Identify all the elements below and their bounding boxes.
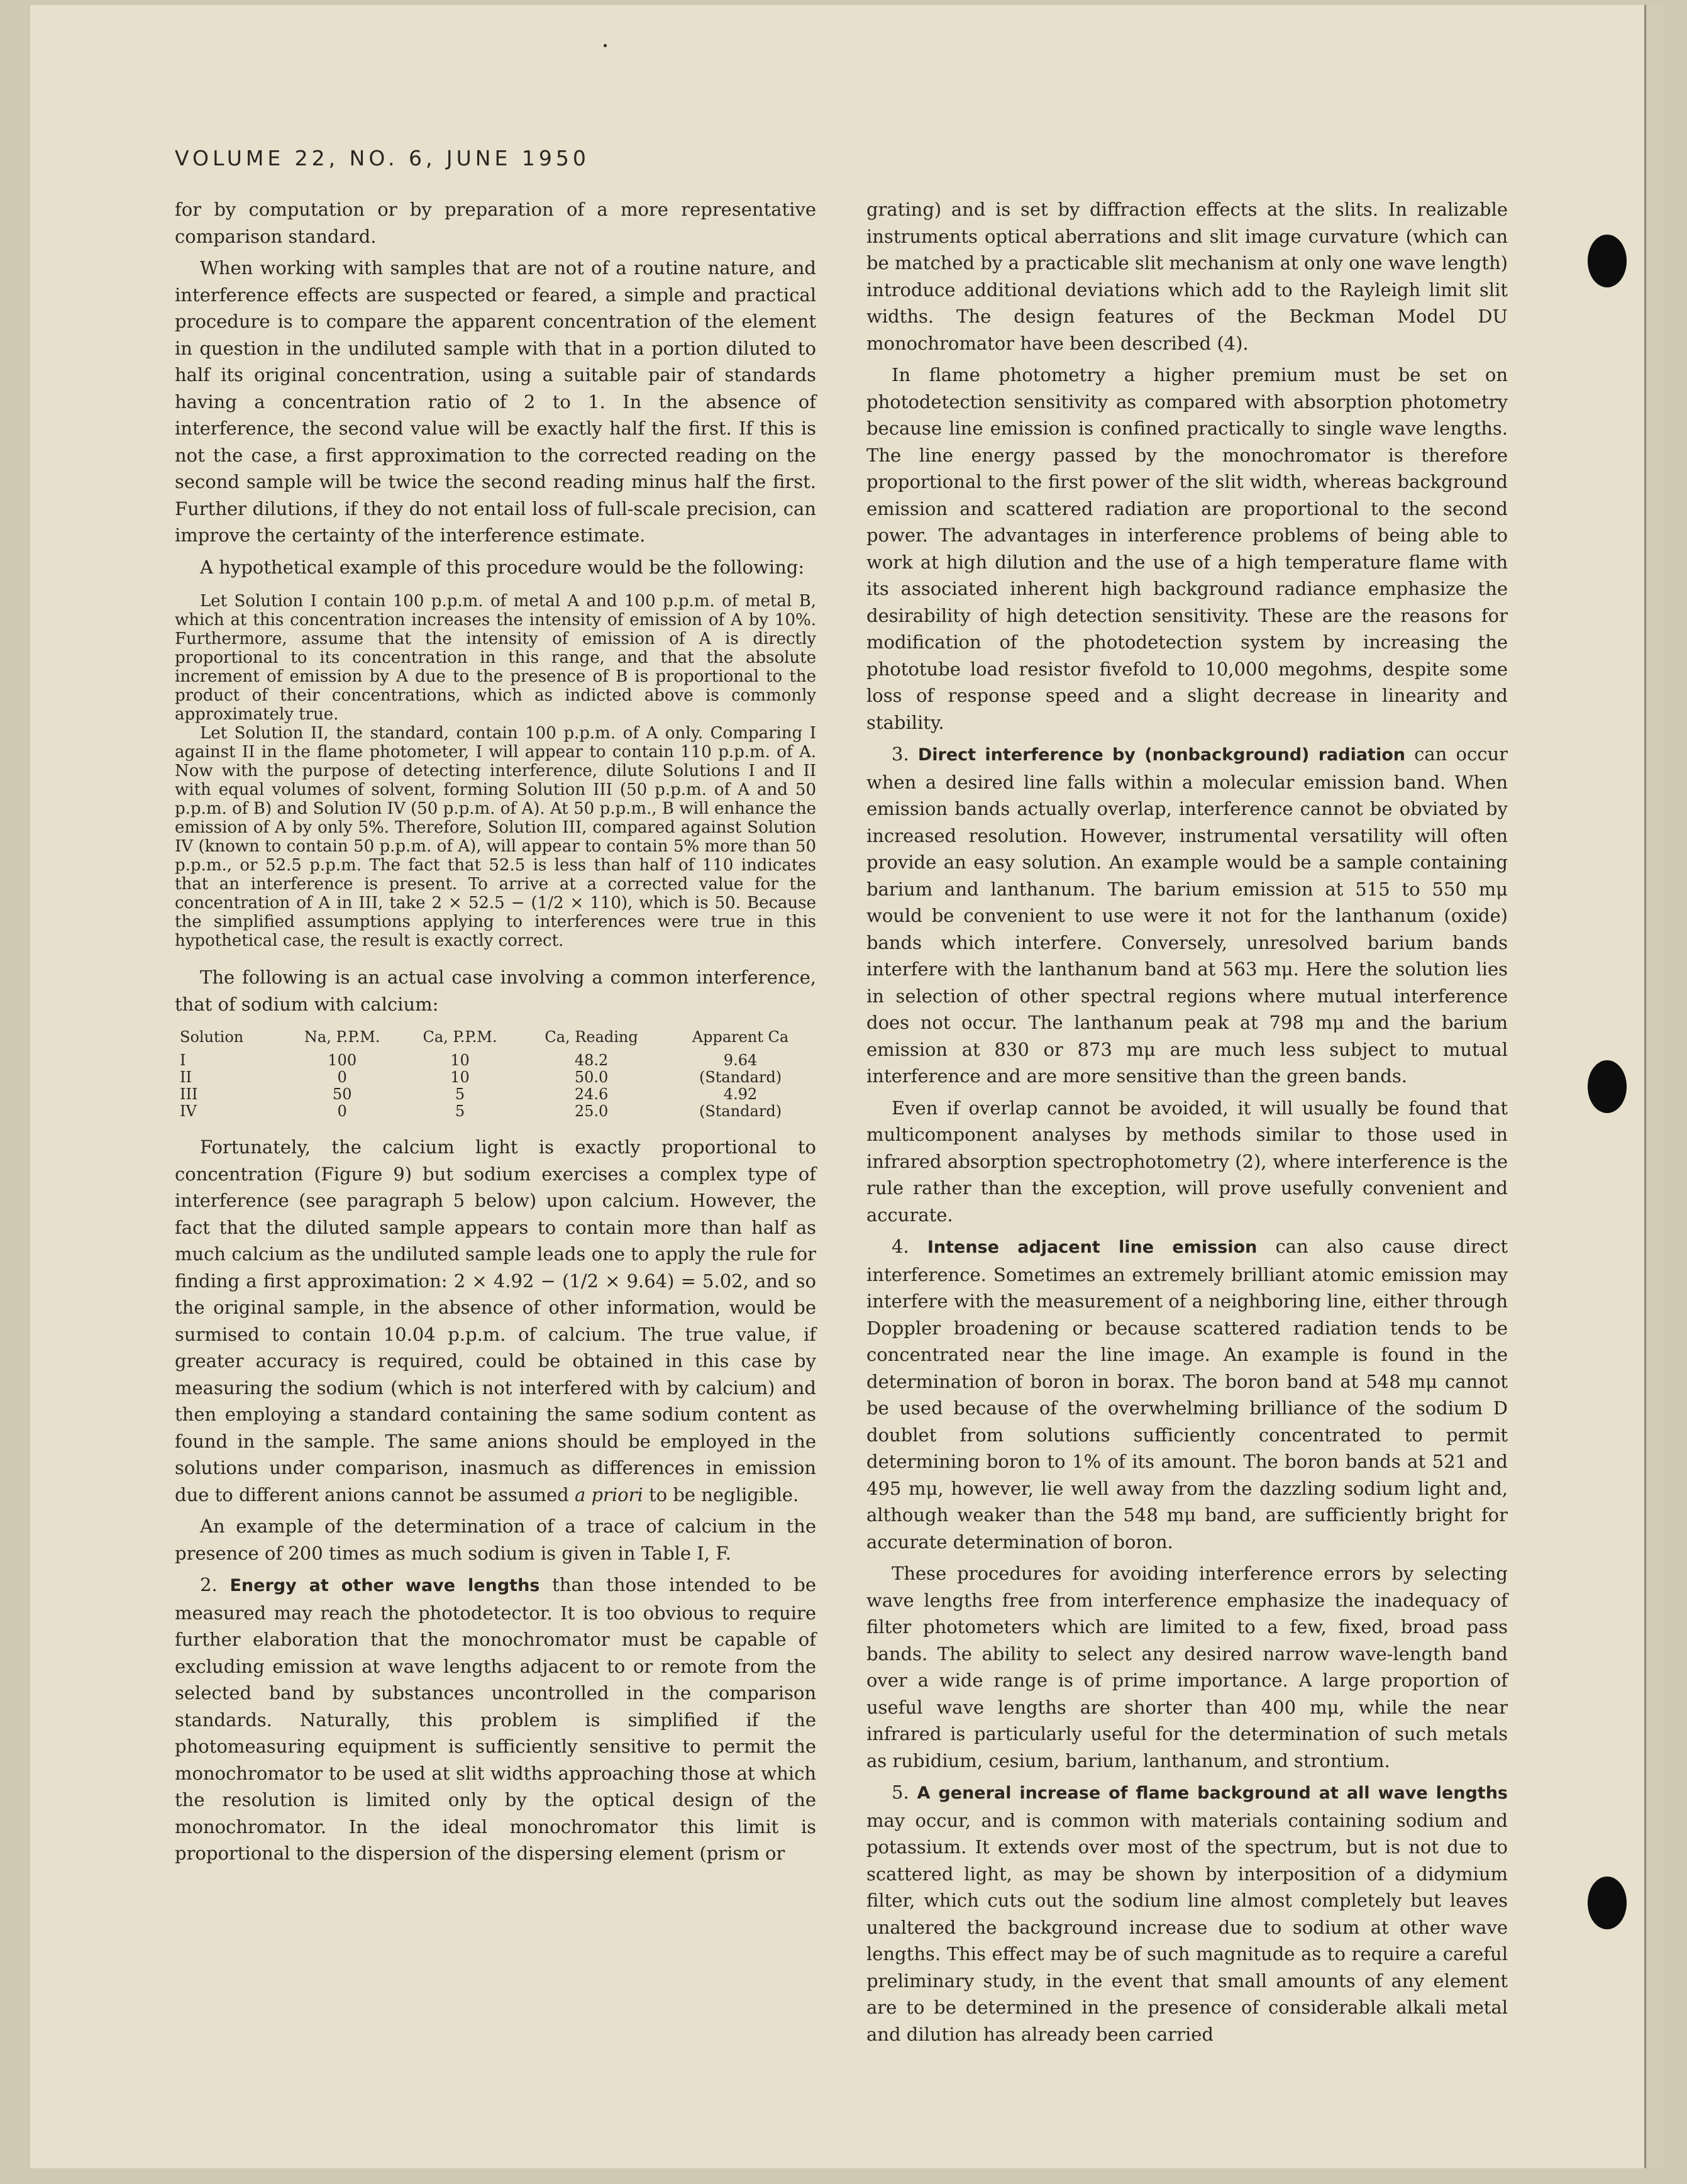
table-cell: I <box>180 1051 186 1069</box>
table-cell: (Standard) <box>699 1102 782 1120</box>
paragraph: When working with samples that are not of a routine nature, and interference effects are suspected or feared, a simple and practical procedure is to compare the apparent concentration of the element in question in the undiluted sample with that in a portion diluted to half its original concentration, using a suitable pair of standards having a concentration ratio of 2 to 1. In the absence of interference, the second value will be exactly half the first. If this is not the case, a first approximation to the corrected reading on the second sample will be twice the second reading minus half the first. Further dilutions, if they do not entail loss of full-scale precision, can improve the certainty of the interference estimate. <box>175 257 816 546</box>
table-cell: IV <box>180 1102 197 1120</box>
paragraph <box>866 1233 1508 1555</box>
table-cell: (Standard) <box>699 1068 782 1086</box>
item-heading: Direct interference by (nonbackground) radiation <box>917 745 1405 765</box>
paragraph-text: to be negligible. <box>643 1483 799 1505</box>
item-number: 4. <box>892 1236 909 1257</box>
paragraph: The following is an actual case involving a common interference, that of sodium with calcium: <box>175 967 816 1015</box>
paragraph <box>175 1571 816 1867</box>
table-cell: 0 <box>337 1102 347 1120</box>
table-cell: III <box>180 1085 198 1103</box>
hypothetical-example <box>175 592 816 950</box>
table-cell: 5 <box>455 1085 465 1103</box>
paragraph-text: may occur, and is common with materials containing sodium and potassium. It extends over most of the spectrum, but is not due to scattered light, as may be shown by interposition of a didymium filter, which cuts out the sodium line almost completely but leaves unaltered the background increase due to sodium at other wave lengths. This effect may be of such magnitude as to require a careful preliminary study, in the event that small amounts of any element are to be determined in the presence of considerable alkali metal and dilution has already been carried <box>866 1809 1508 2045</box>
table-cell: 9.64 <box>723 1051 758 1069</box>
running-head: VOLUME 22, NO. 6, JUNE 1950 <box>175 146 590 170</box>
item-number: 2. <box>200 1574 218 1595</box>
table-cell: 25.0 <box>574 1102 609 1120</box>
table-row <box>175 1069 816 1086</box>
punch-hole-top <box>1588 235 1627 287</box>
sodium-calcium-table <box>175 1029 816 1120</box>
table-header: Ca, Reading <box>545 1028 638 1046</box>
example-paragraph: Let Solution I contain 100 p.p.m. of metal A and 100 p.p.m. of metal B, which at this concentration increases the intensity of emission of A by 10%. Furthermore, assume that the intensity of emission of A is directly proportional to its concentration in this range, and that the absolute increment of emission by A due to the presence of B is proportional to the product of their concentrations, which as indicted above is commonly approximately true. <box>175 592 816 724</box>
paragraph: for by computation or by preparation of a more representative comparison standard. <box>175 199 816 247</box>
example-paragraph: Let Solution II, the standard, contain 100 p.p.m. of A only. Comparing I against II in the flame photometer, I will appear to contain 110 p.p.m. of A. Now with the purpose of detecting interference, dilute Solutions I and II with equal volumes of solvent, forming Solution III (50 p.p.m. of A and 50 p.p.m. of B) and Solution IV (50 p.p.m. of A). At 50 p.p.m., B will enhance the emission of A by only 5%. Therefore, Solution III, compared against Solution IV (known to contain 50 p.p.m. of A), will appear to contain 5% more than 50 p.p.m., or 52.5 p.p.m. The fact that 52.5 is less than half of 110 indicates that an interference is present. To arrive at a corrected value for the concentration of A in III, take 2 × 52.5 − (1/2 × 110), which is 50. Because the simplified assumptions applying to interferences were true in this hypothetical case, the result is exactly correct. <box>175 724 816 950</box>
table-cell: 100 <box>328 1051 357 1069</box>
table-header: Apparent Ca <box>692 1028 789 1046</box>
table-row <box>175 1052 816 1069</box>
right-column <box>866 196 1508 2053</box>
table-row <box>175 1103 816 1120</box>
table-cell: 50 <box>332 1085 352 1103</box>
punch-hole-bottom <box>1588 1876 1627 1929</box>
paragraph <box>866 741 1508 1090</box>
table-cell: 48.2 <box>574 1051 609 1069</box>
item-heading: Intense adjacent line emission <box>927 1238 1258 1257</box>
paragraph: A hypothetical example of this procedure would be the following: <box>200 556 805 578</box>
table-cell: 4.92 <box>723 1085 758 1103</box>
paragraph: Even if overlap cannot be avoided, it will usually be found that multicomponent analyses by methods similar to those used in infrared absorption spectrophotometry (2), where interference is the rule rather than the exception, will prove usefully convenient and accurate. <box>866 1097 1508 1226</box>
item-heading: Energy at other wave lengths <box>230 1576 540 1595</box>
paragraph: grating) and is set by diffraction effects at the slits. In realizable instruments optical aberrations and slit image curvature (which can be matched by a practicable slit mechanism at only one wave length) introduce additional deviations which add to the Rayleigh limit slit widths. The design features of the Beckman Model DU monochromator have been described (4). <box>866 199 1508 354</box>
table-cell: 10 <box>450 1051 470 1069</box>
table-cell: 0 <box>337 1068 347 1086</box>
paragraph <box>866 1779 1508 2048</box>
paragraph: An example of the determination of a trace of calcium in the presence of 200 times as much sodium is given in Table I, F. <box>175 1516 816 1564</box>
table-header: Na, P.P.M. <box>304 1028 380 1046</box>
item-heading: A general increase of flame background at all wave lengths <box>917 1783 1508 1803</box>
punch-hole-middle <box>1588 1060 1627 1113</box>
paragraph-text: than those intended to be measured may reach the photodetector. It is too obvious to require further elaboration that the monochromator must be capable of excluding emission at wave lengths adjacent to or remote from the selected band by substances uncontrolled in the comparison standards. Naturally, this problem is simplified if the photomeasuring equipment is sufficiently sensitive to permit the monochromator to be used at slit widths approaching those at which the resolution is limited only by the optical design of the monochromator. In the ideal monochromator this limit is proportional to the dispersion of the dispersing element (prism or <box>175 1574 816 1864</box>
table-row <box>175 1086 816 1103</box>
left-column <box>175 196 816 1872</box>
paragraph: These procedures for avoiding interference errors by selecting wave lengths free from interference emphasize the inadequacy of filter photometers which are limited to a few, fixed, broad pass bands. The ability to select any desired narrow wave-length band over a wide range is of prime importance. A large proportion of useful wave lengths are shorter than 400 mμ, while the near infrared is particularly useful for the determination of such metals as rubidium, cesium, barium, lanthanum, and strontium. <box>866 1563 1508 1771</box>
table-header: Ca, P.P.M. <box>423 1028 497 1046</box>
table-cell: 50.0 <box>574 1068 609 1086</box>
paragraph-text: can occur when a desired line falls within a molecular emission band. When emission bands actually overlap, interference cannot be obviated by increased resolution. However, instrumental versatility will often provide an easy solution. An example would be a sample containing barium and lanthanum. The barium emission at 515 to 550 mμ would be convenient to use were it not for the lanthanum (oxide) bands which interfere. Conversely, unresolved barium bands interfere with the lanthanum band at 563 mμ. Here the solution lies in selection of other spectral regions where mutual interference does not occur. The lanthanum peak at 798 mμ and the barium emission at 830 or 873 mμ are much less subject to mutual interference and are more sensitive than the green bands. <box>866 743 1508 1087</box>
table-header-row <box>175 1029 816 1052</box>
italic-phrase: a priori <box>574 1483 643 1505</box>
table-cell: 10 <box>450 1068 470 1086</box>
paragraph <box>175 1134 816 1508</box>
table-cell: 5 <box>455 1102 465 1120</box>
item-number: 5. <box>892 1782 909 1803</box>
item-number: 3. <box>892 743 909 765</box>
paragraph-text: Fortunately, the calcium light is exactly proportional to concentration (Figure 9) but sodium exercises a complex type of interference (see paragraph 5 below) upon calcium. However, the fact that the diluted sample appears to contain more than half as much calcium as the undiluted sample leads one to apply the rule for finding a first approximation: 2 × 4.92 − (1/2 × 9.64) = 5.02, and so the original sample, in the absence of other information, would be surmised to contain 10.04 p.p.m. of calcium. The true value, if greater accuracy is required, could be obtained in this case by measuring the sodium (which is not interfered with by calcium) and then employing a standard containing the same sodium content as found in the sample. The same anions should be employed in the solutions under comparison, inasmuch as differences in emission due to different anions cannot be assumed <box>175 1136 816 1505</box>
table-cell: 24.6 <box>574 1085 609 1103</box>
paragraph-text: can also cause direct interference. Sometimes an extremely brilliant atomic emission may interfere with the measurement of a neighboring line, either through Doppler broadening or because scattered radiation tends to be concentrated near the line image. An example is found in the determination of boron in borax. The boron band at 548 mμ cannot be used because of the overwhelming brilliance of the sodium D doublet from solutions sufficiently concentrated to permit determining boron to 1% of its amount. The boron bands at 521 and 495 mμ, however, lie well away from the dazzling sodium light and, although weaker than the 548 mμ band, are sufficiently bright for accurate determination of boron. <box>866 1236 1508 1553</box>
table-cell: II <box>180 1068 192 1086</box>
paragraph: In flame photometry a higher premium must be set on photodetection sensitivity as compared with absorption photometry because line emission is confined practically to single wave lengths. The line energy passed by the monochromator is therefore proportional to the first power of the slit width, whereas background emission and scattered radiation are proportional to the second power. The advantages in interference problems of being able to work at high dilution and the use of a high temperature flame with its associated inherent high background radiance emphasize the desirability of high detection sensitivity. These are the reasons for modification of the photodetection system by increasing the phototube load resistor fivefold to 10,000 megohms, despite some loss of response speed and a slight decrease in linearity and stability. <box>866 364 1508 733</box>
page-edge <box>1644 5 1665 2168</box>
table-header: Solution <box>180 1028 244 1046</box>
ink-speck <box>604 44 607 47</box>
